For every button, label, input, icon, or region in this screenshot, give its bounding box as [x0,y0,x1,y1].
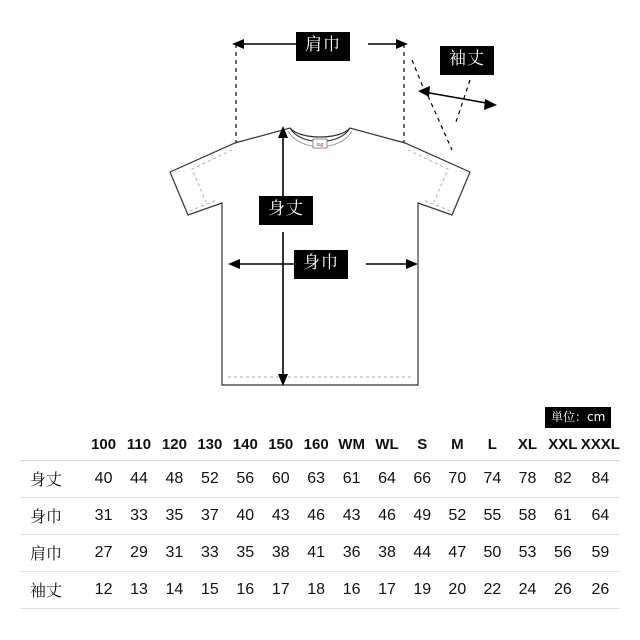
table-cell: 61 [553,506,572,524]
table-cell: 49 [413,506,432,524]
table-cell: 64 [378,469,396,487]
table-cell: 55 [483,506,502,524]
size-table [20,430,620,609]
table-cell: 27 [94,543,113,561]
table-row-header: 肩巾 [30,544,63,563]
table-row [20,498,620,535]
table-cell: 50 [483,543,502,561]
table-row-header: 袖丈 [30,581,63,600]
label-shoulder-width: 肩巾 [296,32,350,61]
table-cell: 78 [518,469,537,487]
table-cell: 17 [271,580,290,598]
table-cell: 33 [130,506,148,524]
table-col-header: XXL [545,430,581,461]
table-cell: 37 [200,506,219,524]
table-cell: 18 [307,580,326,598]
table-cell: 36 [342,543,361,561]
table-cell: 16 [342,580,361,598]
table-col-header: 120 [157,430,192,461]
table-col-header: WL [369,430,404,461]
table-cell: 26 [591,580,610,598]
table-cell: 22 [483,580,502,598]
table-cell: 29 [130,543,148,561]
table-row [20,461,620,498]
table-cell: 41 [307,543,326,561]
table-cell: 52 [448,506,467,524]
table-cell: 44 [413,543,432,561]
table-cell: 84 [591,469,610,487]
table-cell: 17 [378,580,396,598]
table-cell: 33 [200,543,219,561]
table-cell: 47 [448,543,467,561]
table-cell: 38 [271,543,290,561]
table-header-row [20,430,620,461]
table-cell: 46 [378,506,396,524]
table-col-header: 150 [263,430,298,461]
table-cell: 43 [342,506,361,524]
size-table-head [20,430,620,461]
table-cell: 60 [271,469,290,487]
table-cell: 58 [518,506,537,524]
table-cell: 74 [483,469,502,487]
table-cell: 15 [200,580,219,598]
size-table-wrapper [0,430,640,609]
table-cell: 35 [165,506,184,524]
table-cell: 52 [200,469,219,487]
table-col-header: WM [334,430,370,461]
table-cell: 44 [130,469,148,487]
label-sleeve-length: 袖丈 [440,46,494,75]
table-cell: 56 [553,543,572,561]
table-col-header: M [440,430,475,461]
table-col-header: 100 [86,430,121,461]
size-table-body [20,461,620,609]
table-row-header: 身巾 [30,507,63,526]
table-cell: 31 [165,543,184,561]
table-cell: 24 [518,580,537,598]
table-col-header: L [475,430,510,461]
table-cell: 59 [591,543,610,561]
table-cell: 70 [448,469,467,487]
sleeve-arrow [418,86,497,110]
table-cell: 43 [271,506,290,524]
table-col-header: 110 [121,430,156,461]
table-row [20,535,620,572]
label-body-length: 身丈 [259,196,313,225]
label-body-width: 身巾 [294,250,348,279]
table-cell: 64 [591,506,610,524]
table-cell: 56 [236,469,255,487]
table-cell: 12 [94,580,113,598]
table-cell: 14 [165,580,184,598]
table-row-header: 身丈 [30,470,63,489]
table-cell: 61 [342,469,361,487]
table-col-header: 160 [298,430,333,461]
table-col-header: XXXL [581,430,620,461]
table-col-header: XL [510,430,545,461]
table-cell: 31 [94,506,113,524]
table-col-header: S [405,430,440,461]
table-col-header: 140 [228,430,263,461]
table-cell: 38 [378,543,396,561]
table-cell: 16 [236,580,255,598]
label-unit: 単位：cm [545,407,611,428]
table-cell: 40 [236,506,255,524]
table-col-header: 130 [192,430,227,461]
table-cell: 20 [448,580,467,598]
table-cell: 48 [165,469,184,487]
table-cell: 40 [94,469,113,487]
table-cell: 26 [553,580,572,598]
table-cell: 53 [518,543,537,561]
table-cell: 46 [307,506,326,524]
table-cell: 19 [413,580,432,598]
table-cell: 13 [130,580,148,598]
table-cell: 35 [236,543,255,561]
table-cell: 66 [413,469,432,487]
table-cell: 63 [307,469,326,487]
table-corner-cell [20,430,86,461]
table-row [20,572,620,609]
svg-text:tag: tag [316,142,324,148]
table-cell: 82 [553,469,572,487]
